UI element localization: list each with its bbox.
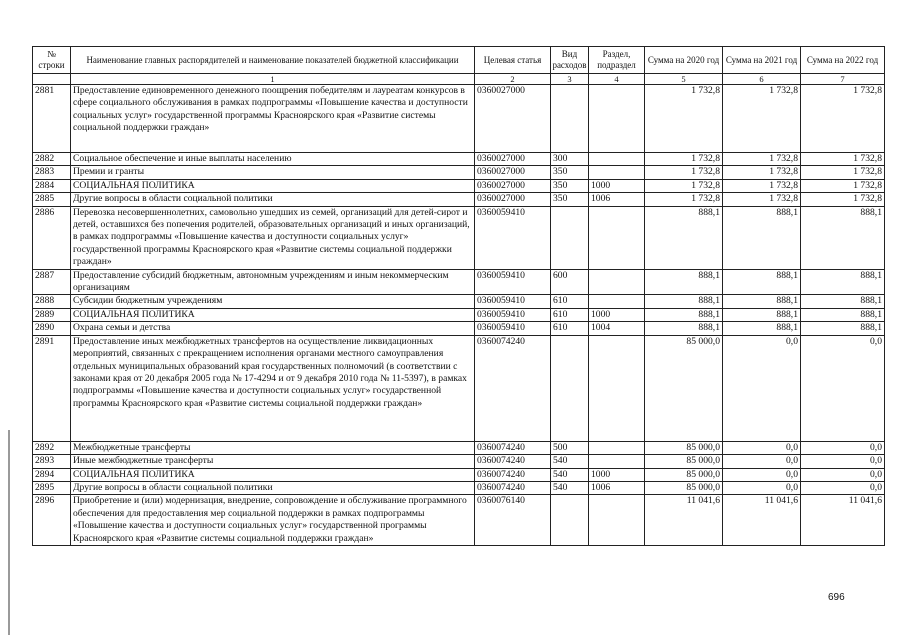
row-target-article: 0360027000 [475,153,551,166]
table-row [33,295,885,308]
row-sum-2022: 0,0 [801,335,885,441]
row-sum-2020: 11 041,6 [645,495,723,546]
row-sum-2021: 11 041,6 [723,495,801,546]
row-sum-2022: 11 041,6 [801,495,885,546]
row-number: 2889 [33,308,71,321]
row-name: СОЦИАЛЬНАЯ ПОЛИТИКА [71,308,475,321]
row-section [589,153,645,166]
row-name: Премии и гранты [71,166,475,179]
column-number: 1 [71,74,475,85]
column-number [33,74,71,85]
row-section [589,455,645,468]
row-expense-type: 350 [551,179,589,192]
column-number: 7 [801,74,885,85]
row-number: 2888 [33,295,71,308]
row-target-article: 0360074240 [475,481,551,494]
table-row [33,455,885,468]
row-expense-type: 600 [551,269,589,295]
row-sum-2021: 888,1 [723,322,801,335]
header-sum-2022: Сумма на 2022 год [801,47,885,74]
row-expense-type: 610 [551,295,589,308]
row-target-article: 0360027000 [475,179,551,192]
table-row [33,322,885,335]
row-target-article: 0360027000 [475,166,551,179]
row-target-article: 0360059410 [475,295,551,308]
row-sum-2022: 888,1 [801,295,885,308]
row-sum-2020: 85 000,0 [645,481,723,494]
row-section: 1000 [589,308,645,321]
row-sum-2021: 1 732,8 [723,193,801,206]
row-section [589,495,645,546]
row-sum-2020: 888,1 [645,206,723,269]
table-row [33,495,885,546]
row-name: Предоставление единовременного денежного поощрения победителям и лауреатам конкурсов в сфере социального обслуживания в рамках подпрограммы «Повышение качества и доступности социальных услуг» государственной программы Красноярского края «Развитие системы социальной поддержки граждан» [71,85,475,153]
row-name: Социальное обеспечение и иные выплаты населению [71,153,475,166]
row-expense-type: 500 [551,441,589,454]
table-row [33,441,885,454]
row-expense-type: 350 [551,193,589,206]
row-name: СОЦИАЛЬНАЯ ПОЛИТИКА [71,468,475,481]
row-name: Межбюджетные трансферты [71,441,475,454]
header-name: Наименование главных распорядителей и наименование показателей бюджетной классификации [71,47,475,74]
row-section: 1000 [589,468,645,481]
row-name: Предоставление иных межбюджетных трансфертов на осуществление ликвидационных мероприятий, связанных с прекращением исполнения органами местного самоуправления отдельных муниципальных образований края государственных полномочий (в соответствии с законами края от 20 декабря 2005 года № 17-4294 и от 9 декабря 2010 года № 11-5397), в рамках подпрограммы «Повышение качества и доступности социальных услуг» государственной программы Красноярского края «Развитие системы социальной поддержки граждан» [71,335,475,441]
row-section [589,206,645,269]
row-section: 1006 [589,193,645,206]
row-sum-2020: 1 732,8 [645,153,723,166]
row-section [589,166,645,179]
row-sum-2020: 888,1 [645,295,723,308]
column-number: 4 [589,74,645,85]
row-expense-type: 540 [551,468,589,481]
row-number: 2887 [33,269,71,295]
table-row [33,468,885,481]
row-sum-2020: 85 000,0 [645,441,723,454]
row-section [589,441,645,454]
row-sum-2022: 0,0 [801,441,885,454]
table-row [33,269,885,295]
row-sum-2020: 1 732,8 [645,179,723,192]
row-sum-2021: 0,0 [723,455,801,468]
row-sum-2020: 1 732,8 [645,85,723,153]
row-name: Предоставление субсидий бюджетным, автономным учреждениям и иным некоммерческим организациям [71,269,475,295]
row-name: Другие вопросы в области социальной политики [71,193,475,206]
row-target-article: 0360059410 [475,322,551,335]
table-row [33,85,885,153]
row-sum-2022: 0,0 [801,481,885,494]
row-number: 2884 [33,179,71,192]
table-row [33,193,885,206]
column-number: 6 [723,74,801,85]
row-sum-2021: 888,1 [723,308,801,321]
row-target-article: 0360074240 [475,455,551,468]
row-expense-type [551,85,589,153]
row-sum-2020: 85 000,0 [645,468,723,481]
row-section [589,85,645,153]
row-sum-2020: 888,1 [645,322,723,335]
row-target-article: 0360059410 [475,269,551,295]
budget-table [32,46,885,546]
header-sum-2021: Сумма на 2021 год [723,47,801,74]
header-target-article: Целевая статья [475,47,551,74]
table-header-row [33,47,885,74]
table-row [33,308,885,321]
row-name: Субсидии бюджетным учреждениям [71,295,475,308]
row-target-article: 0360076140 [475,495,551,546]
row-sum-2020: 85 000,0 [645,455,723,468]
row-target-article: 0360059410 [475,206,551,269]
row-sum-2022: 1 732,8 [801,166,885,179]
row-sum-2022: 888,1 [801,269,885,295]
column-number-row [33,74,885,85]
row-name: Другие вопросы в области социальной политики [71,481,475,494]
row-sum-2021: 1 732,8 [723,179,801,192]
row-name: Иные межбюджетные трансферты [71,455,475,468]
row-sum-2020: 85 000,0 [645,335,723,441]
row-section: 1006 [589,481,645,494]
row-sum-2022: 0,0 [801,468,885,481]
row-number: 2891 [33,335,71,441]
row-sum-2022: 1 732,8 [801,85,885,153]
row-target-article: 0360074240 [475,468,551,481]
header-row-number: № строки [33,47,71,74]
row-number: 2881 [33,85,71,153]
row-sum-2020: 888,1 [645,269,723,295]
row-sum-2022: 888,1 [801,308,885,321]
row-section [589,295,645,308]
row-name: СОЦИАЛЬНАЯ ПОЛИТИКА [71,179,475,192]
table-row [33,335,885,441]
row-number: 2882 [33,153,71,166]
table-row [33,153,885,166]
row-number: 2894 [33,468,71,481]
row-expense-type [551,206,589,269]
row-section [589,335,645,441]
row-number: 2896 [33,495,71,546]
row-sum-2020: 1 732,8 [645,193,723,206]
column-number: 2 [475,74,551,85]
row-sum-2021: 1 732,8 [723,166,801,179]
row-sum-2022: 1 732,8 [801,179,885,192]
row-sum-2021: 888,1 [723,206,801,269]
table-row [33,481,885,494]
row-sum-2021: 0,0 [723,468,801,481]
row-expense-type [551,495,589,546]
row-sum-2021: 1 732,8 [723,153,801,166]
row-sum-2021: 0,0 [723,335,801,441]
row-expense-type: 540 [551,455,589,468]
table-row [33,179,885,192]
row-expense-type: 350 [551,166,589,179]
row-sum-2021: 0,0 [723,481,801,494]
row-number: 2893 [33,455,71,468]
row-target-article: 0360027000 [475,85,551,153]
row-expense-type: 540 [551,481,589,494]
column-number: 5 [645,74,723,85]
row-section: 1000 [589,179,645,192]
row-sum-2020: 1 732,8 [645,166,723,179]
row-expense-type: 610 [551,322,589,335]
header-expense-type: Вид расходов [551,47,589,74]
column-number: 3 [551,74,589,85]
row-name: Охрана семьи и детства [71,322,475,335]
row-number: 2895 [33,481,71,494]
row-section: 1004 [589,322,645,335]
row-number: 2883 [33,166,71,179]
row-sum-2021: 888,1 [723,269,801,295]
row-expense-type: 610 [551,308,589,321]
row-expense-type: 300 [551,153,589,166]
table-row [33,206,885,269]
row-number: 2890 [33,322,71,335]
table-row [33,166,885,179]
row-sum-2021: 0,0 [723,441,801,454]
row-target-article: 0360027000 [475,193,551,206]
row-expense-type [551,335,589,441]
row-sum-2022: 888,1 [801,206,885,269]
row-number: 2892 [33,441,71,454]
row-sum-2020: 888,1 [645,308,723,321]
row-sum-2022: 0,0 [801,455,885,468]
header-sum-2020: Сумма на 2020 год [645,47,723,74]
scan-edge-line [8,430,10,635]
row-target-article: 0360074240 [475,335,551,441]
row-name: Перевозка несовершеннолетних, самовольно ушедших из семей, организаций для детей-сирот и детей, оставшихся без попечения родителей, образовательных организаций и иных организаций, в рамках подпрограммы «Повышение качества и доступности социальных услуг» государственной программы Красноярского края «Развитие системы социальной поддержки граждан» [71,206,475,269]
row-target-article: 0360074240 [475,441,551,454]
row-sum-2022: 888,1 [801,322,885,335]
row-section [589,269,645,295]
row-sum-2022: 1 732,8 [801,193,885,206]
header-section: Раздел, подраздел [589,47,645,74]
row-sum-2021: 888,1 [723,295,801,308]
row-sum-2021: 1 732,8 [723,85,801,153]
row-number: 2886 [33,206,71,269]
page-number: 696 [828,592,845,603]
row-number: 2885 [33,193,71,206]
row-target-article: 0360059410 [475,308,551,321]
row-name: Приобретение и (или) модернизация, внедрение, сопровождение и обслуживание программного обеспечения для предоставления мер социальной поддержки в рамках подпрограммы «Повышение качества и доступности социальных услуг» государственной программы Красноярского края «Развитие системы социальной поддержки граждан» [71,495,475,546]
row-sum-2022: 1 732,8 [801,153,885,166]
